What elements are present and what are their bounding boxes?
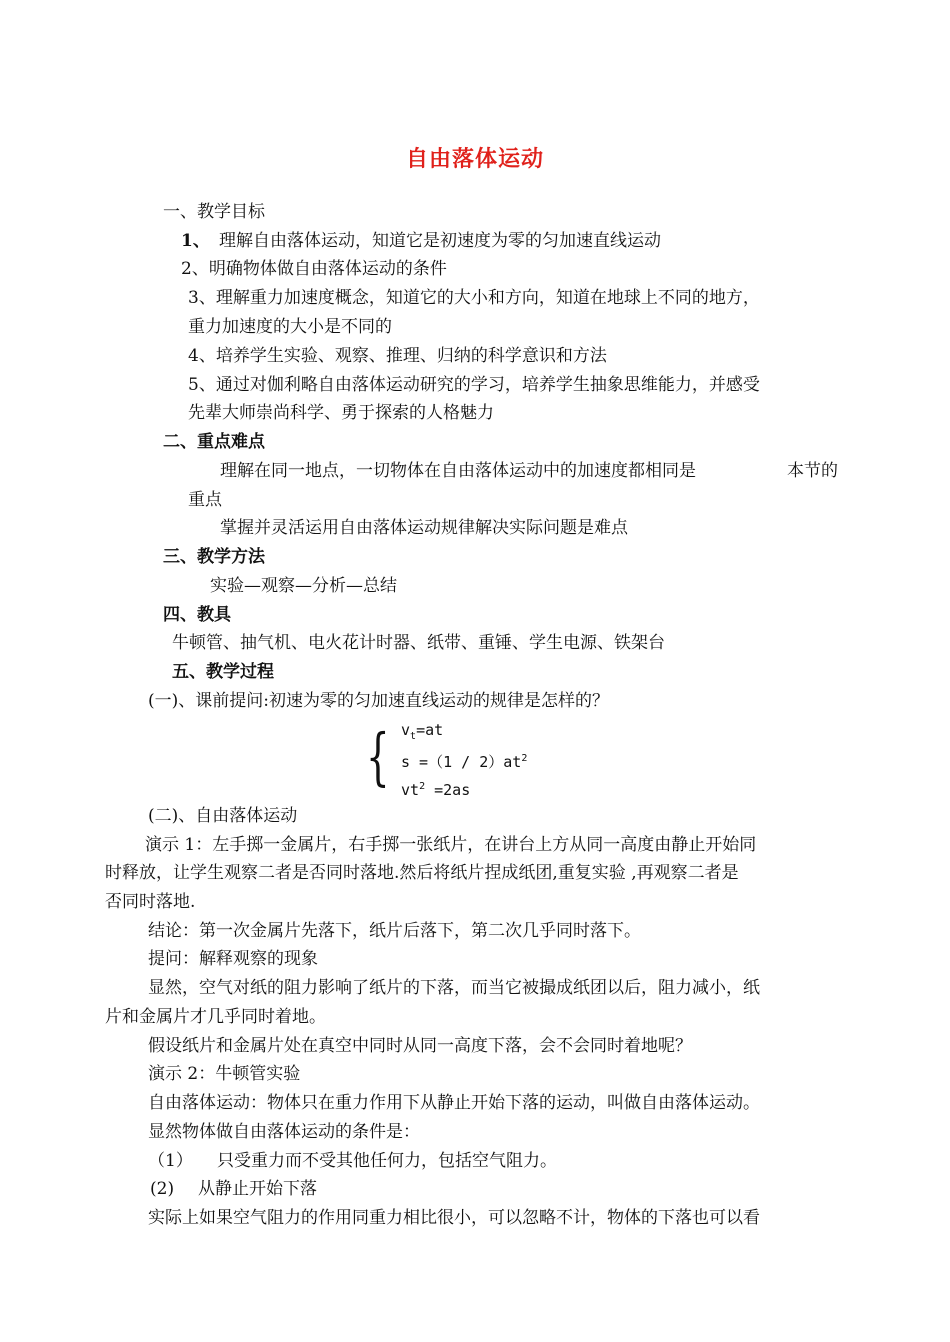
definition-text: 自由落体运动：物体只在重力作用下从静止开始下落的运动，叫做自由落体运动。 <box>148 1093 760 1113</box>
formula-velocity-squared: $vt^2 =2as$ <box>401 781 471 799</box>
condition-2-text: 从静止开始下落 <box>198 1179 317 1199</box>
goal-5-line-1: 5、通过对伽利略自由落体运动研究的学习，培养学生抽象思维能力，并感受 <box>188 375 760 395</box>
key-point-line-1: 理解在同一地点，一切物体在自由落体运动中的加速度都相同是 <box>220 461 696 481</box>
question-text: 提问：解释观察的现象 <box>148 949 318 969</box>
conclusion-text: 结论：第一次金属片先落下，纸片后落下，第二次几乎同时落下。 <box>148 921 641 941</box>
section-heading-process: 五、教学过程 <box>172 662 274 682</box>
section-heading-goals: 一、教学目标 <box>163 202 265 222</box>
demo-1-line-3: 否同时落地. <box>105 892 196 912</box>
goal-1-number: 1、 <box>181 231 210 251</box>
key-point-line-1-end: 重点 <box>188 490 222 510</box>
formula-brace: { <box>366 720 390 793</box>
goal-4: 4、培养学生实验、观察、推理、归纳的科学意识和方法 <box>188 346 607 366</box>
demo-1-line-2: 时释放，让学生观察二者是否同时落地.然后将纸片捏成纸团,重复实验 ,再观察二者是 <box>105 863 739 883</box>
section-heading-key-points: 二、重点难点 <box>163 432 265 452</box>
subsection-free-fall: (二)、自由落体运动 <box>148 806 298 826</box>
method-text: 实验—观察—分析—总结 <box>210 576 397 596</box>
key-point-line-1-tail: 本节的 <box>787 461 838 481</box>
condition-intro: 显然物体做自由落体运动的条件是： <box>148 1122 420 1142</box>
final-paragraph-line: 实际上如果空气阻力的作用同重力相比很小，可以忽略不计，物体的下落也可以看 <box>148 1208 760 1228</box>
explanation-line-2: 片和金属片才几乎同时着地。 <box>105 1007 326 1027</box>
condition-1-number: （1） <box>148 1151 193 1171</box>
hypothesis-text: 假设纸片和金属片处在真空中同时从同一高度下落，会不会同时着地呢？ <box>148 1036 692 1056</box>
formula-velocity: $v_t=at$ <box>401 721 444 742</box>
goal-2: 2、明确物体做自由落体运动的条件 <box>181 259 447 279</box>
demo-2-text: 演示 2：牛顿管实验 <box>148 1064 301 1084</box>
goal-3-line-2: 重力加速度的大小是不同的 <box>188 317 392 337</box>
goal-1-text: 理解自由落体运动，知道它是初速度为零的匀加速直线运动 <box>219 231 661 251</box>
tools-text: 牛顿管、抽气机、电火花计时器、纸带、重锤、学生电源、铁架台 <box>172 633 665 653</box>
demo-1-line-1: 演示 1：左手掷一金属片，右手掷一张纸片，在讲台上方从同一高度由静止开始同 <box>145 835 757 855</box>
page-title: 自由落体运动 <box>405 147 544 172</box>
condition-1-text: 只受重力而不受其他任何力，包括空气阻力。 <box>217 1151 557 1171</box>
explanation-line-1: 显然，空气对纸的阻力影响了纸片的下落，而当它被撮成纸团以后，阻力减小，纸 <box>148 978 760 998</box>
section-heading-method: 三、教学方法 <box>163 547 265 567</box>
difficulty-line: 掌握并灵活运用自由落体运动规律解决实际问题是难点 <box>220 518 628 538</box>
goal-3-line-1: 3、理解重力加速度概念，知道它的大小和方向，知道在地球上不同的地方， <box>188 288 760 308</box>
condition-2-number: (2) <box>150 1179 175 1199</box>
pre-class-question: (一)、课前提问:初速为零的匀加速直线运动的规律是怎样的？ <box>148 691 609 711</box>
section-heading-tools: 四、教具 <box>163 605 231 625</box>
formula-displacement: $s =(1 / 2)at^2$ <box>401 753 528 771</box>
goal-5-line-2: 先辈大师崇尚科学、勇于探索的人格魅力 <box>188 403 494 423</box>
